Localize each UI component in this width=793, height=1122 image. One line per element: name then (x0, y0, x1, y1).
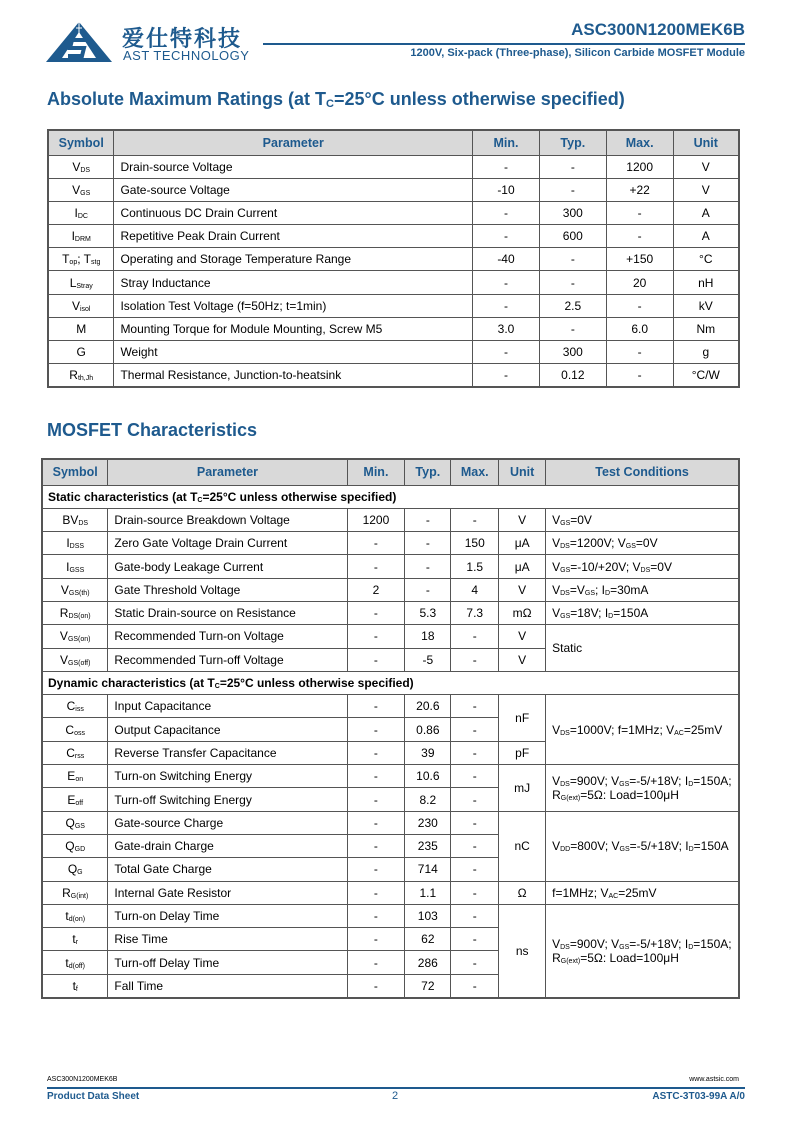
symbol-cell: $T_{op}$; $T_{stg}$ (48, 248, 114, 271)
brand-name-chinese: 爱仕特科技 (122, 27, 243, 52)
parameter-cell: Reverse Transfer Capacitance (108, 741, 347, 764)
max-cell: 1.5 (451, 555, 499, 578)
unit-cell: kV (673, 294, 739, 317)
unit-cell: A (673, 225, 739, 248)
min-cell: - (473, 364, 540, 387)
test-conditions-cell: $V_{DS}=900V$; $V_{GS}=-5/+18V$; $I_D=150A$; $R_{G(ext)}=5\Omega$: Load=100μH (546, 765, 739, 812)
column-header: Symbol (42, 459, 108, 485)
subscript: GS (560, 519, 571, 527)
symbol-subscript: on (75, 776, 84, 784)
table-row (42, 601, 739, 624)
unit-cell: ns (499, 904, 546, 997)
max-cell: 1200 (606, 155, 673, 178)
parameter-cell: Weight (114, 341, 473, 364)
column-header: Test Conditions (546, 459, 739, 485)
symbol-subscript: r (75, 939, 79, 947)
max-cell: - (451, 648, 499, 671)
title-text: Absolute Maximum Ratings (at T (47, 89, 327, 109)
typ-cell: 5.3 (405, 601, 451, 624)
subscript: AC (608, 892, 619, 900)
title-text: =25°C unless otherwise specified) (333, 89, 625, 109)
min-cell: - (347, 974, 405, 997)
static-characteristics-header (42, 485, 739, 508)
max-cell: - (451, 834, 499, 857)
symbol-subscript: G (77, 869, 83, 877)
unit-cell: nF (499, 695, 546, 742)
max-cell: +150 (606, 248, 673, 271)
subscript: C (197, 496, 203, 504)
parameter-cell: Rise Time (108, 928, 347, 951)
max-cell: - (606, 364, 673, 387)
unit-cell: pF (499, 741, 546, 764)
parameter-cell: Turn-on Switching Energy (108, 765, 347, 788)
typ-cell: 714 (405, 858, 451, 881)
group-header-cell: Static characteristics (at $T_C=25^\circ C$ unless otherwise specified) (42, 485, 739, 508)
table-row (48, 364, 739, 387)
parameter-cell: Recommended Turn-off Voltage (108, 648, 347, 671)
max-cell: - (451, 951, 499, 974)
symbol-cell: $BV_{DS}$ (42, 508, 108, 531)
table-header-row (48, 130, 739, 155)
column-header: Typ. (539, 130, 606, 155)
typ-cell: - (539, 178, 606, 201)
subscript: G(ext) (560, 794, 581, 802)
brand-name-english: AST TECHNOLOGY (123, 48, 250, 63)
unit-cell: Nm (673, 317, 739, 340)
symbol-cell: $Q_{GD}$ (42, 834, 108, 857)
ast-logo-icon (46, 20, 112, 64)
typ-cell: 8.2 (405, 788, 451, 811)
unit-cell: °C/W (673, 364, 739, 387)
table-row (48, 271, 739, 294)
parameter-cell: Turn-on Delay Time (108, 904, 347, 927)
typ-cell: 62 (405, 928, 451, 951)
min-cell: - (347, 625, 405, 648)
amr-section-title (47, 89, 625, 110)
table-row (42, 555, 739, 578)
parameter-cell: Stray Inductance (114, 271, 473, 294)
typ-cell: 10.6 (405, 765, 451, 788)
parameter-cell: Input Capacitance (108, 695, 347, 718)
max-cell: - (451, 881, 499, 904)
symbol-cell: $V_{GS(on)}$ (42, 625, 108, 648)
max-cell: 6.0 (606, 317, 673, 340)
unit-cell: g (673, 341, 739, 364)
mosfet-section-title: MOSFET Characteristics (47, 420, 258, 440)
typ-cell: 235 (405, 834, 451, 857)
column-header: Typ. (405, 459, 451, 485)
typ-cell: 0.86 (405, 718, 451, 741)
unit-cell: nC (499, 811, 546, 881)
min-cell: - (347, 765, 405, 788)
footer-website-link[interactable]: www.astsic.com (689, 1076, 739, 1083)
symbol-cell: $t_r$ (42, 928, 108, 951)
symbol-subscript: iss (75, 706, 84, 714)
test-conditions-cell: f=1MHz; $V_{AC}=25mV$ (546, 881, 739, 904)
typ-cell: 300 (539, 201, 606, 224)
typ-cell: 0.12 (539, 364, 606, 387)
min-cell: - (473, 341, 540, 364)
symbol-subscript: rss (74, 752, 85, 760)
typ-cell: 286 (405, 951, 451, 974)
parameter-cell: Total Gate Charge (108, 858, 347, 881)
parameter-cell: Mounting Torque for Module Mounting, Screw M5 (114, 317, 473, 340)
footer-divider (47, 1087, 745, 1089)
subscript: GS (625, 543, 636, 551)
min-cell: - (347, 532, 405, 555)
page-number: 2 (392, 1090, 399, 1102)
min-cell: -10 (473, 178, 540, 201)
unit-cell: V (499, 648, 546, 671)
symbol-subscript: GS (74, 822, 85, 830)
typ-cell: - (539, 317, 606, 340)
group-header-cell: Dynamic characteristics (at $T_C=25^\circ C$ unless otherwise specified) (42, 671, 739, 694)
max-cell: 20 (606, 271, 673, 294)
unit-cell: V (499, 625, 546, 648)
min-cell: - (347, 858, 405, 881)
min-cell: - (473, 225, 540, 248)
symbol-cell: $t_{d(off)}$ (42, 951, 108, 974)
subscript: DS (560, 729, 570, 737)
min-cell: - (347, 951, 405, 974)
symbol-subscript: DSS (69, 543, 85, 551)
min-cell: 3.0 (473, 317, 540, 340)
absolute-maximum-ratings-table (47, 129, 740, 388)
max-cell: 150 (451, 532, 499, 555)
table-row (42, 881, 739, 904)
min-cell: -40 (473, 248, 540, 271)
symbol-subscript: op (69, 259, 78, 267)
max-cell: - (606, 225, 673, 248)
column-header: Min. (473, 130, 540, 155)
max-cell: - (451, 811, 499, 834)
min-cell: - (347, 788, 405, 811)
subscript: DS (560, 780, 570, 788)
footer-doc-id: ASTC-3T03-99A A/0 (652, 1091, 745, 1102)
subscript: DS (560, 589, 570, 597)
parameter-cell: Drain-source Voltage (114, 155, 473, 178)
min-cell: - (347, 718, 405, 741)
symbol-subscript: isol (79, 305, 91, 313)
min-cell: - (347, 601, 405, 624)
parameter-cell: Gate-drain Charge (108, 834, 347, 857)
column-header: Unit (673, 130, 739, 155)
test-conditions-cell: $V_{DS}=1200V$; $V_{GS}=0V$ (546, 532, 739, 555)
table-row (48, 155, 739, 178)
min-cell: - (347, 741, 405, 764)
max-cell: 7.3 (451, 601, 499, 624)
symbol-subscript: f (75, 985, 78, 993)
page-header (0, 0, 793, 70)
parameter-cell: Drain-source Breakdown Voltage (108, 508, 347, 531)
parameter-cell: Gate-body Leakage Current (108, 555, 347, 578)
subscript: D (605, 589, 611, 597)
test-conditions-cell: $V_{GS}=0V$ (546, 508, 739, 531)
symbol-cell: $R_{th,Jh}$ (48, 364, 114, 387)
test-conditions-cell: Static (546, 625, 739, 672)
typ-cell: 1.1 (405, 881, 451, 904)
max-cell: - (451, 974, 499, 997)
symbol-subscript: DS (78, 519, 89, 527)
symbol-cell: M (48, 317, 114, 340)
parameter-cell: Turn-off Delay Time (108, 951, 347, 974)
symbol-cell: $L_{Stray}$ (48, 271, 114, 294)
title-sub: C (326, 98, 334, 110)
symbol-cell: $I_{DSS}$ (42, 532, 108, 555)
max-cell: - (606, 201, 673, 224)
min-cell: - (347, 904, 405, 927)
subscript: G(ext) (560, 957, 581, 965)
symbol-subscript: d(off) (68, 962, 85, 970)
typ-cell: 300 (539, 341, 606, 364)
subscript: D (688, 846, 694, 854)
typ-cell: 20.6 (405, 695, 451, 718)
typ-cell: 103 (405, 904, 451, 927)
parameter-cell: Zero Gate Voltage Drain Current (108, 532, 347, 555)
table-row (48, 178, 739, 201)
table-row (42, 765, 739, 788)
typ-cell: - (405, 532, 451, 555)
symbol-cell: $R_{G(int)}$ (42, 881, 108, 904)
max-cell: - (451, 788, 499, 811)
unit-cell: °C (673, 248, 739, 271)
symbol-subscript: DRM (74, 236, 91, 244)
subscript: GS (619, 780, 630, 788)
symbol-cell: $t_f$ (42, 974, 108, 997)
symbol-subscript: DS(on) (68, 613, 91, 621)
table-row (48, 294, 739, 317)
subscript: DS (560, 943, 570, 951)
symbol-subscript: GS(th) (68, 589, 90, 597)
max-cell: - (451, 718, 499, 741)
typ-cell: 2.5 (539, 294, 606, 317)
max-cell: 4 (451, 578, 499, 601)
test-conditions-cell: $V_{DD}=800V$; $V_{GS}=-5/+18V$; $I_D=150A$ (546, 811, 739, 881)
symbol-cell: $I_{DRM}$ (48, 225, 114, 248)
min-cell: - (347, 834, 405, 857)
symbol-subscript: th,Jh (77, 375, 94, 383)
subscript: GS (619, 846, 630, 854)
table-row (48, 248, 739, 271)
unit-cell: A (673, 201, 739, 224)
symbol-cell: $V_{GS(th)}$ (42, 578, 108, 601)
min-cell: - (473, 271, 540, 294)
table-row (42, 508, 739, 531)
symbol-cell: $V_{GS}$ (48, 178, 114, 201)
unit-cell: mJ (499, 765, 546, 812)
symbol-cell: $Q_G$ (42, 858, 108, 881)
parameter-cell: Continuous DC Drain Current (114, 201, 473, 224)
unit-cell: mΩ (499, 601, 546, 624)
max-cell: - (606, 341, 673, 364)
table-row (42, 695, 739, 718)
symbol-subscript: GSS (69, 566, 85, 574)
symbol-cell: $E_{off}$ (42, 788, 108, 811)
table-row (48, 201, 739, 224)
subscript: GS (619, 943, 630, 951)
symbol-subscript: GD (74, 846, 86, 854)
unit-cell: V (673, 155, 739, 178)
min-cell: - (473, 201, 540, 224)
max-cell: - (451, 508, 499, 531)
typ-cell: 230 (405, 811, 451, 834)
min-cell: - (473, 294, 540, 317)
typ-cell: 18 (405, 625, 451, 648)
column-header: Symbol (48, 130, 114, 155)
symbol-cell: $C_{oss}$ (42, 718, 108, 741)
min-cell: - (347, 695, 405, 718)
dynamic-characteristics-header (42, 671, 739, 694)
table-row (42, 625, 739, 648)
symbol-cell: $V_{DS}$ (48, 155, 114, 178)
table-row (48, 317, 739, 340)
max-cell: - (451, 765, 499, 788)
typ-cell: -5 (405, 648, 451, 671)
symbol-cell: $V_{isol}$ (48, 294, 114, 317)
subscript: AC (674, 729, 684, 737)
typ-cell: - (405, 555, 451, 578)
table-row (42, 532, 739, 555)
min-cell: 1200 (347, 508, 405, 531)
subscript: DD (560, 846, 571, 854)
subscript: C (214, 683, 220, 691)
test-conditions-cell: $V_{GS}=18V$; $I_D=150A$ (546, 601, 739, 624)
column-header: Unit (499, 459, 546, 485)
parameter-cell: Fall Time (108, 974, 347, 997)
typ-cell: - (539, 248, 606, 271)
unit-cell: V (499, 578, 546, 601)
symbol-subscript: DC (77, 212, 88, 220)
min-cell: - (347, 928, 405, 951)
subscript: GS (560, 613, 571, 621)
min-cell: - (347, 648, 405, 671)
max-cell: - (451, 928, 499, 951)
typ-cell: - (405, 578, 451, 601)
symbol-subscript: oss (74, 729, 85, 737)
column-header: Parameter (108, 459, 347, 485)
symbol-cell: G (48, 341, 114, 364)
footer-doc-type: Product Data Sheet (47, 1091, 140, 1102)
typ-cell: 39 (405, 741, 451, 764)
symbol-cell: $I_{DC}$ (48, 201, 114, 224)
subscript: D (608, 613, 614, 621)
part-number: ASC300N1200MEK6B (571, 20, 745, 39)
min-cell: - (347, 811, 405, 834)
max-cell: - (451, 904, 499, 927)
symbol-cell: $Q_{GS}$ (42, 811, 108, 834)
unit-cell: μA (499, 532, 546, 555)
symbol-cell: $t_{d(on)}$ (42, 904, 108, 927)
symbol-cell: $I_{GSS}$ (42, 555, 108, 578)
symbol-subscript: Stray (76, 282, 93, 290)
test-conditions-cell: $V_{DS}=V_{GS}$; $I_D=30mA$ (546, 578, 739, 601)
product-subtitle: 1200V, Six-pack (Three-phase), Silicon Carbide MOSFET Module (410, 47, 745, 59)
table-row (48, 341, 739, 364)
unit-cell: nH (673, 271, 739, 294)
parameter-cell: Gate-source Charge (108, 811, 347, 834)
max-cell: - (451, 625, 499, 648)
unit-cell: V (499, 508, 546, 531)
symbol-cell: $V_{GS(off)}$ (42, 648, 108, 671)
symbol-cell: $R_{DS(on)}$ (42, 601, 108, 624)
subscript: DS (560, 543, 570, 551)
parameter-cell: Recommended Turn-on Voltage (108, 625, 347, 648)
test-conditions-cell: $V_{GS}=-10/+20V$; $V_{DS}=0V$ (546, 555, 739, 578)
header-divider (263, 43, 745, 45)
symbol-subscript: GS (80, 189, 91, 197)
min-cell: - (473, 155, 540, 178)
max-cell: +22 (606, 178, 673, 201)
table-row (42, 811, 739, 834)
subscript: D (688, 943, 694, 951)
typ-cell: 600 (539, 225, 606, 248)
symbol-cell: $C_{iss}$ (42, 695, 108, 718)
typ-cell: - (539, 271, 606, 294)
symbol-subscript: G(int) (70, 892, 89, 900)
column-header: Max. (451, 459, 499, 485)
symbol-subscript: d(on) (68, 915, 86, 923)
table-row (48, 225, 739, 248)
subscript: D (688, 780, 694, 788)
symbol-subscript: stg (91, 259, 101, 267)
symbol-subscript: GS(on) (67, 636, 91, 644)
unit-cell: Ω (499, 881, 546, 904)
parameter-cell: Internal Gate Resistor (108, 881, 347, 904)
column-header: Max. (606, 130, 673, 155)
subscript: GS (560, 566, 571, 574)
symbol-subscript: GS(off) (68, 659, 91, 667)
max-cell: - (606, 294, 673, 317)
symbol-cell: $E_{on}$ (42, 765, 108, 788)
test-conditions-cell: $V_{DS}=900V$; $V_{GS}=-5/+18V$; $I_D=150A$; $R_{G(ext)}=5\Omega$: Load=100μH (546, 904, 739, 997)
parameter-cell: Output Capacitance (108, 718, 347, 741)
subscript: GS (584, 589, 595, 597)
mosfet-characteristics-table (41, 458, 740, 999)
parameter-cell: Repetitive Peak Drain Current (114, 225, 473, 248)
column-header: Min. (347, 459, 405, 485)
min-cell: - (347, 881, 405, 904)
symbol-subscript: off (75, 799, 84, 807)
parameter-cell: Operating and Storage Temperature Range (114, 248, 473, 271)
parameter-cell: Isolation Test Voltage (f=50Hz; t=1min) (114, 294, 473, 317)
typ-cell: - (539, 155, 606, 178)
min-cell: 2 (347, 578, 405, 601)
parameter-cell: Gate Threshold Voltage (108, 578, 347, 601)
min-cell: - (347, 555, 405, 578)
unit-cell: V (673, 178, 739, 201)
typ-cell: - (405, 508, 451, 531)
table-header-row (42, 459, 739, 485)
unit-cell: μA (499, 555, 546, 578)
subscript: DS (640, 566, 651, 574)
max-cell: - (451, 858, 499, 881)
max-cell: - (451, 741, 499, 764)
test-conditions-cell: $V_{DS}=1000V$; f=1MHz; $V_{AC}=25mV$ (546, 695, 739, 765)
typ-cell: 72 (405, 974, 451, 997)
footer-part-number: ASC300N1200MEK6B (47, 1076, 118, 1083)
column-header: Parameter (114, 130, 473, 155)
parameter-cell: Thermal Resistance, Junction-to-heatsink (114, 364, 473, 387)
symbol-subscript: DS (80, 166, 91, 174)
table-row (42, 904, 739, 927)
parameter-cell: Turn-off Switching Energy (108, 788, 347, 811)
parameter-cell: Gate-source Voltage (114, 178, 473, 201)
max-cell: - (451, 695, 499, 718)
parameter-cell: Static Drain-source on Resistance (108, 601, 347, 624)
table-row (42, 578, 739, 601)
symbol-cell: $C_{rss}$ (42, 741, 108, 764)
